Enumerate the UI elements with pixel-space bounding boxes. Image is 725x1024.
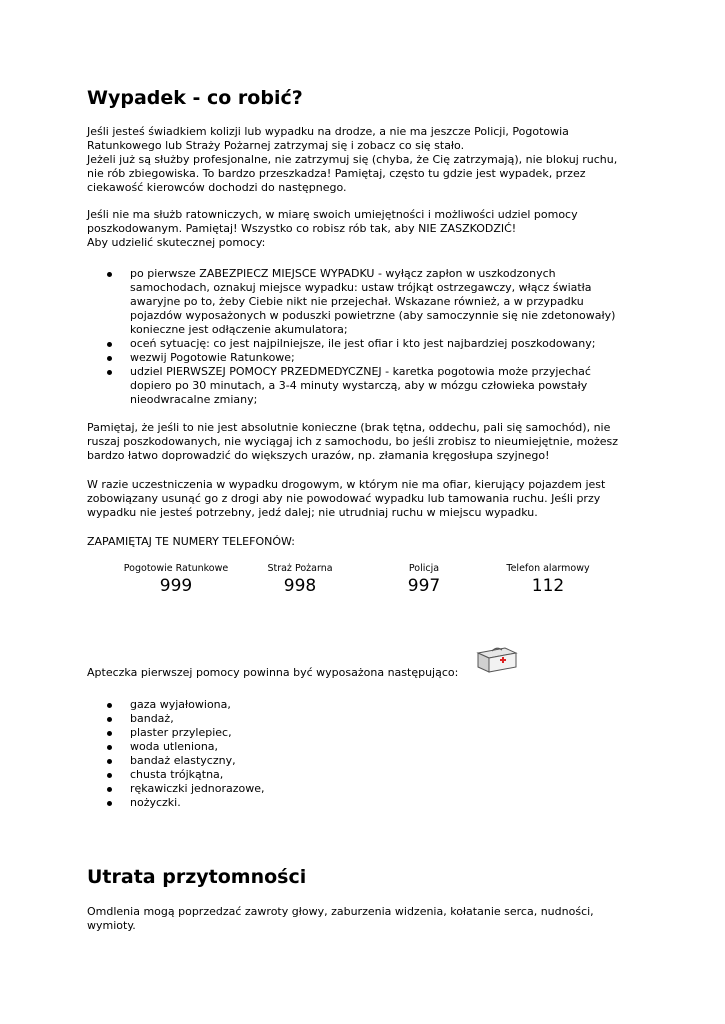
phone-number: 998 [283,576,317,596]
phone-label: Straż Pożarna [267,563,333,574]
paragraph-fainting: Omdlenia mogą poprzedzać zawroty głowy, zaburzenia widzenia, kołatanie serca, nudności, wymioty. [87,905,594,932]
paragraph-no-victims: W razie uczestniczenia w wypadku drogowym, w którym nie ma ofiar, kierujący pojazdem jest zobowiązany usunąć go z drogi aby nie powodować wypadku lub tamowania ruchu. Jeśli przy wypadku nie jesteś potrzebny, jedź dalej; nie utrudniaj ruchu w miejscu wypadku. [87,478,606,519]
phone-ambulance [111,563,241,597]
phone-number: 997 [407,576,441,596]
paragraph-professionals: Jeżeli już są służby profesjonalne, nie zatrzymuj się (chyba, że Cię zatrzymają), nie blokuj ruchu, nie rób zbiegowiska. To bardzo przeszkadza! Pamiętaj, często tu gdzie jest wypadek, przez ciekawość kierowców dochodzi do następnego. [87,153,618,194]
emergency-numbers [87,563,632,603]
list-item: woda utleniona, [87,740,632,754]
paragraph-no-services: Jeśli nie ma służb ratowniczych, w miarę swoich umiejętności i możliwości udziel pomocy poszkodowanym. Pamiętaj! Wszystko co robisz rób tak, aby NIE ZASZKODZIĆ! [87,208,578,235]
list-item: bandaż elastyczny, [87,754,632,768]
first-aid-kit-icon [475,645,519,675]
list-item: udziel PIERWSZEJ POMOCY PRZEDMEDYCZNEJ - karetka pogotowia może przyjechać dopiero po 30 minutach, a 3-4 minuty wystarczą, aby w mózgu człowieka powstały nieodwracalne zmiany; [87,365,632,407]
list-item: oceń sytuację: co jest najpilniejsze, ile jest ofiar i kto jest najbardziej poszkodowany; [87,337,632,351]
phone-label: Telefon alarmowy [506,563,590,574]
list-item: chusta trójkątna, [87,768,632,782]
list-item: bandaż, [87,712,632,726]
list-item: nożyczki. [87,796,632,810]
list-item: rękawiczki jednorazowe, [87,782,632,796]
phone-number: 999 [159,576,193,596]
paragraph-do-not-move: Pamiętaj, że jeśli to nie jest absolutnie konieczne (brak tętna, oddechu, pali się samochód), nie ruszaj poszkodowanych, nie wyciągaj ich z samochodu, bo jeśli zrobisz to nieumiejętnie, możesz bardzo łatwo doprowadzić do większych urazów, np. złamania kręgosłupa szyjnego! [87,421,618,462]
first-aid-steps-list [87,267,632,407]
phone-fire [235,563,365,597]
phones-heading: ZAPAMIĘTAJ TE NUMERY TELEFONÓW: [87,535,295,548]
phone-police [359,563,489,597]
list-item: po pierwsze ZABEZPIECZ MIEJSCE WYPADKU - wyłącz zapłon w uszkodzonych samochodach, oznakuj miejsce wypadku: ustaw trójkąt ostrzegawczy, włącz światła awaryjne po to, żeby Ciebie nikt nie przejechał. Wskazane również, a w przypadku pojazdów wyposażonych w poduszki powietrzne (aby samoczynnie się nie zdetonowały) konieczne jest odłączenie akumulatora; [87,267,632,337]
first-aid-kit-list [87,698,632,810]
section-title-accident: Wypadek - co robić? [87,87,303,109]
paragraph-witness: Jeśli jesteś świadkiem kolizji lub wypadku na drodze, a nie ma jeszcze Policji, Pogotowia Ratunkowego lub Straży Pożarnej zatrzymaj się i zobacz co się stało. [87,125,569,152]
kit-intro: Apteczka pierwszej pomocy powinna być wyposażona następująco: [87,666,459,679]
list-item: wezwij Pogotowie Ratunkowe; [87,351,632,365]
phone-alarm [483,563,613,597]
paragraph-how-to-help: Aby udzielić skutecznej pomocy: [87,236,266,249]
section-title-unconsciousness: Utrata przytomności [87,866,307,888]
list-item: plaster przylepiec, [87,726,632,740]
phone-label: Pogotowie Ratunkowe [123,563,229,574]
phone-label: Policja [408,563,440,574]
list-item: gaza wyjałowiona, [87,698,632,712]
phone-number: 112 [531,576,565,596]
